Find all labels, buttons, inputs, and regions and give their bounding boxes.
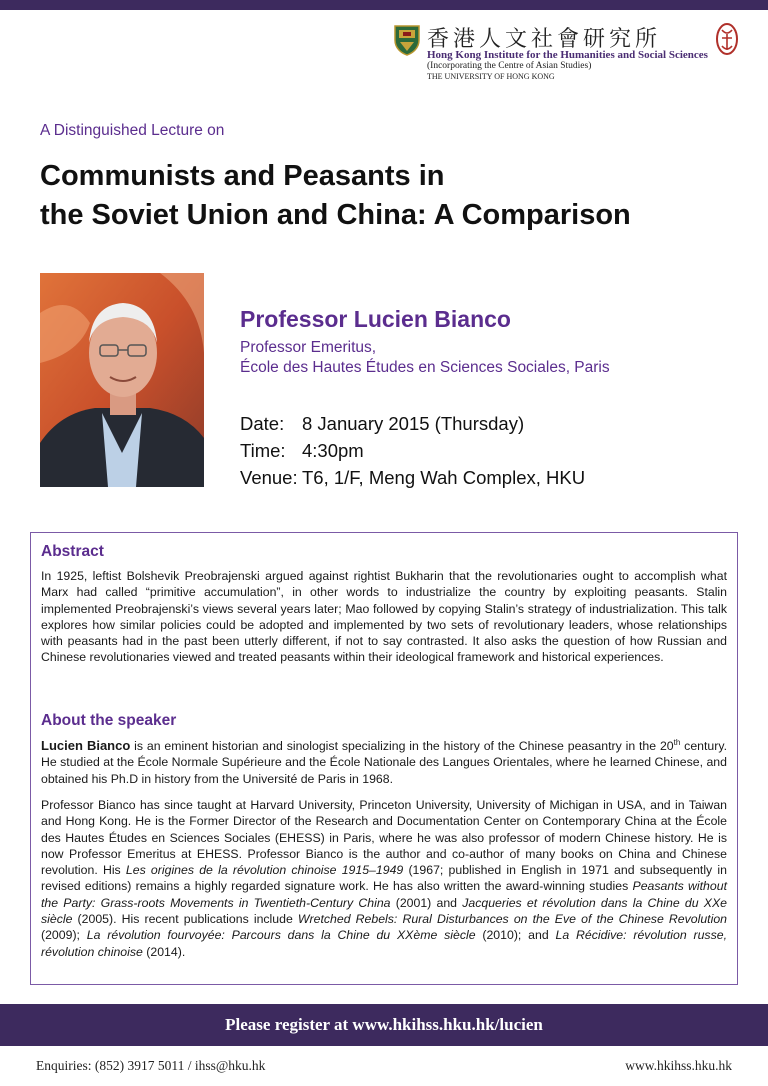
abstract-heading: Abstract (41, 543, 104, 560)
about-p2-text-g: (2014). (142, 944, 186, 959)
about-p1-century: 20 (659, 739, 674, 753)
about-p2-text-c: (2001) and (390, 895, 463, 910)
speaker-photo (40, 273, 204, 487)
book-title-jacqueries: Jacqueries et révolution dans la Chine du XXe siècle (41, 895, 728, 927)
speaker-role-line-1: Professor Emeritus, (240, 339, 377, 356)
time-label: Time: (240, 440, 286, 461)
title-line-1: Communists and Peasants in (40, 160, 445, 192)
speaker-role (240, 338, 610, 378)
event-details (240, 410, 585, 491)
about-p1-text-b: century. He studied at the École Normale Supérieure and the École Nationale des Langues Orientales, where he learned Chinese, and obtained his Ph.D in history from the Université de Paris in 1968. (41, 739, 728, 786)
venue-value: T6, 1/F, Meng Wah Complex, HKU (302, 467, 586, 488)
time-value: 4:30pm (302, 440, 364, 461)
seal-logo-icon (715, 22, 739, 56)
about-p2-text-a: Professor Bianco has since taught at Harvard University, Princeton University, University of Michigan in USA, and in Taiwan and Hong Kong. He is the Former Director of the Research and Documentation Center on Contemporary China at the École des Hautes Études en Sciences Sociales (EHESS) in Paris, where he was also professor of modern Chinese history. He is now Professor Emeritus at EHESS. Professor Bianco is the author and co-author of many books on China and Chinese revolution. His (41, 798, 727, 878)
time-row (240, 437, 585, 464)
about-p1-text-a: is an eminent historian and sinologist specializing in the history of the Chinese peasantry in the (130, 739, 660, 753)
speaker-role-line-2: École des Hautes Études en Sciences Sociales, Paris (240, 359, 610, 376)
book-title-origines: Les origines de la révolution chinoise 1915–1949 (125, 863, 404, 878)
enquiries-contact: Enquiries: (852) 3917 5011 / ihss@hku.hk (36, 1058, 266, 1073)
website-link[interactable]: www.hkihss.hku.hk (625, 1058, 732, 1073)
book-title-recidive: La Récidive: révolution russe, révolution chinoise (41, 928, 727, 959)
institute-sub-name: (Incorporating the Centre of Asian Studies) (427, 61, 592, 71)
about-p2-text-e: (2009); (41, 928, 87, 943)
book-title-revolution-fourvoyee: La révolution fourvoyée: Parcours dans la Chine du XXème siècle (86, 928, 476, 943)
date-row (240, 410, 585, 437)
lecture-title (40, 157, 740, 235)
speaker-name-bold: Lucien Bianco (41, 738, 131, 753)
venue-row (240, 464, 585, 491)
university-name: THE UNIVERSITY OF HONG KONG (427, 72, 555, 81)
top-bar (0, 0, 768, 10)
about-p2-text-d: (2005). His recent publications include (72, 912, 298, 927)
institute-english-name: Hong Kong Institute for the Humanities and Social Sciences (427, 49, 708, 61)
date-label: Date: (240, 413, 285, 434)
hku-crest-icon (393, 24, 421, 56)
institute-header (393, 22, 743, 82)
speaker-name: Professor Lucien Bianco (240, 306, 511, 332)
about-paragraph-1 (41, 738, 727, 787)
about-p2-text-b: (1967; published in English in 1971 and subsequently in revised editions) remains a highly regarded signature work. He has also written the award-winning studies (41, 863, 727, 894)
register-link[interactable]: Please register at www.hkihss.hku.hk/lucien (225, 1015, 543, 1034)
book-title-wretched-rebels: Wretched Rebels: Rural Disturbances on the Eve of the Chinese Revolution (297, 912, 727, 927)
lecture-kicker: A Distinguished Lecture on (40, 122, 225, 139)
title-line-2: the Soviet Union and China: A Comparison (40, 199, 631, 231)
venue-label: Venue: (240, 467, 298, 488)
date-value: 8 January 2015 (Thursday) (302, 413, 525, 434)
about-heading: About the speaker (41, 712, 177, 729)
about-paragraph-2 (41, 797, 727, 960)
abstract-text: In 1925, leftist Bolshevik Preobrajenski argued against rightist Bukharin that the revolutionaries ought to accomplish what Marx had called “primitive accumulation”, in other words to industrialize the country by exploiting peasants. Stalin implemented Preobrajenski’s views several years later; Mao followed by copying Stalin’s strategy of industrialization. This talk explores how similar policies could be adopted and implemented by two sets of revolutionary leaders, whose relationships with peasants had in the past been utterly different, if not to say contrasted. It also asks the question of how Russian and Chinese revolutionaries viewed and treated peasants within their ideological framework and historical experiences. (41, 569, 727, 665)
about-p2-text-f: (2010); and (475, 928, 556, 943)
register-bar (0, 1004, 768, 1046)
about-p1-superscript: th (673, 737, 681, 747)
book-title-peasants: Peasants without the Party: Grass-roots Movements in Twentieth-Century China (41, 879, 727, 910)
institute-chinese-name: 香港人文社會研究所 (427, 27, 662, 52)
